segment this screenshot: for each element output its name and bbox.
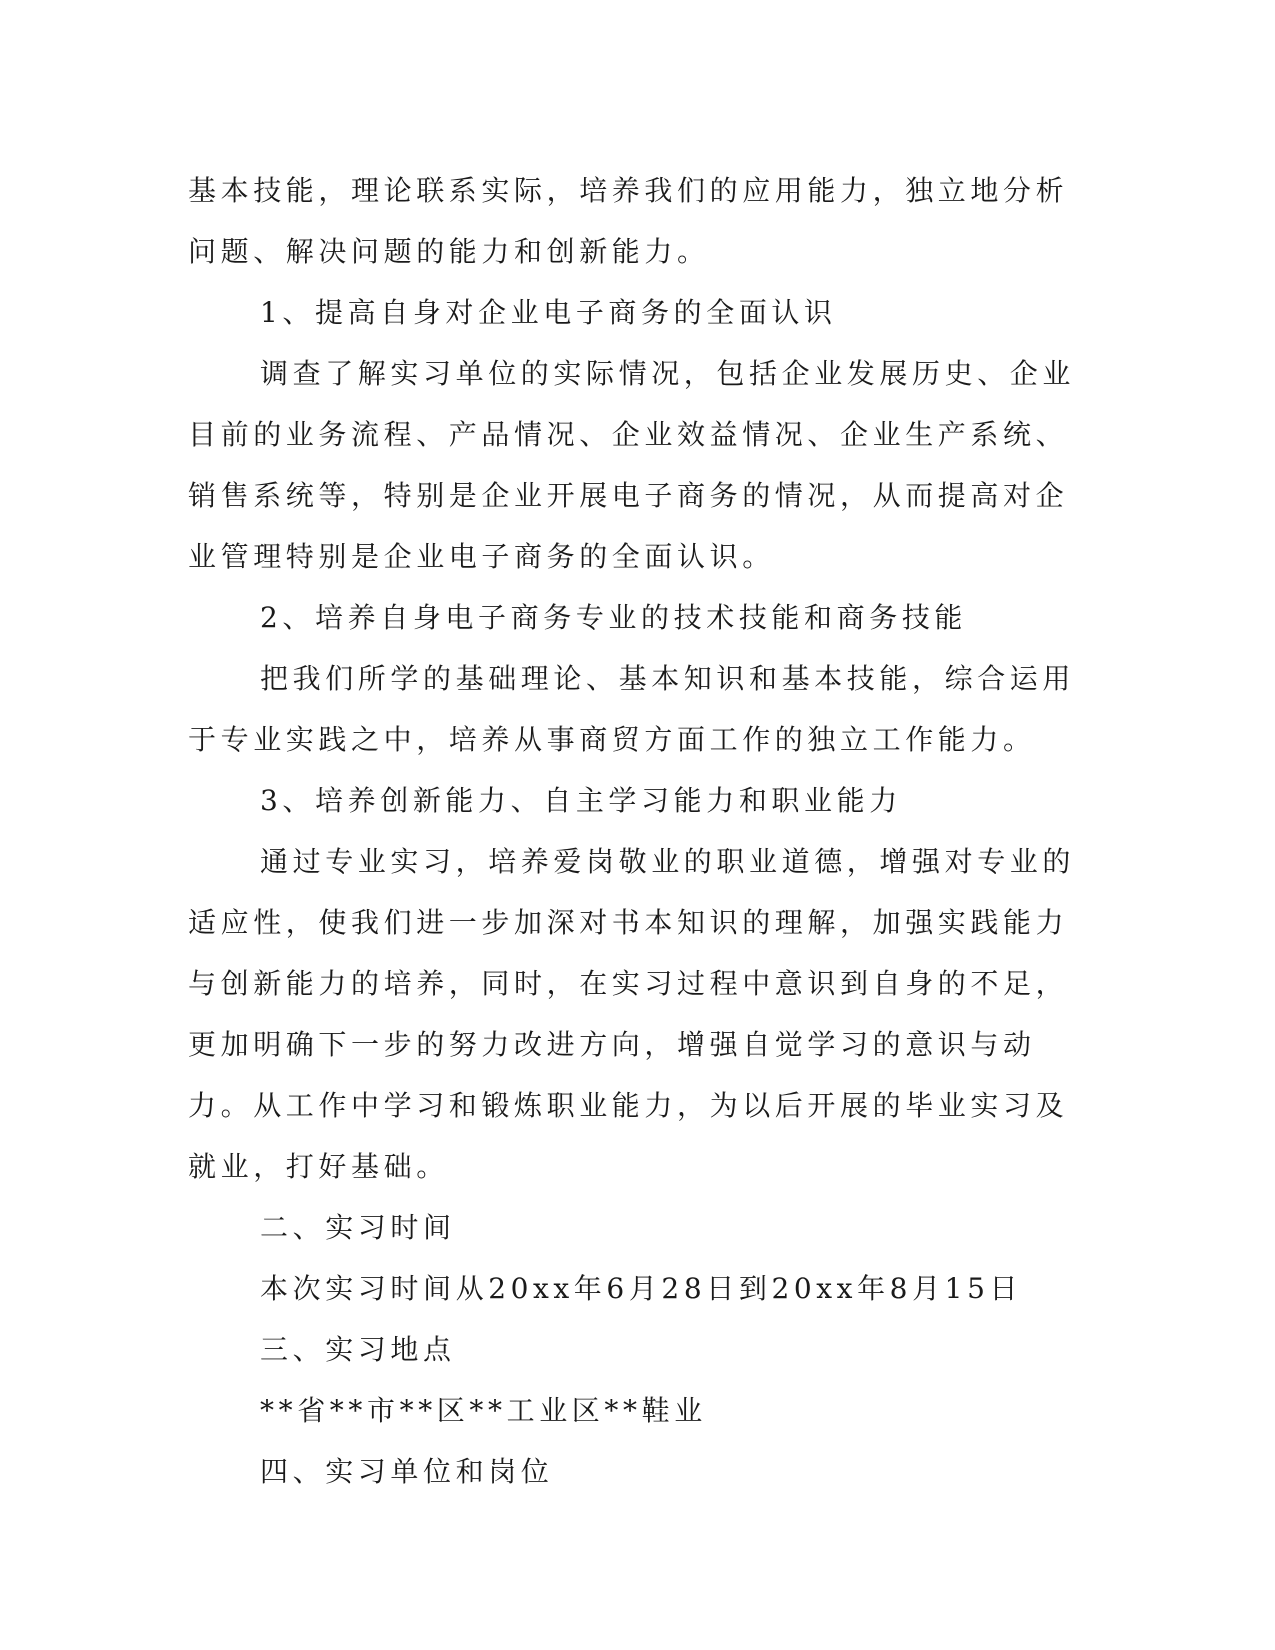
body-paragraph: 本次实习时间从20xx年6月28日到20xx年8月15日: [260, 1272, 1023, 1305]
section-heading-1: 1、提高自身对企业电子商务的全面认识: [260, 296, 837, 329]
section-heading-2: 2、培养自身电子商务专业的技术技能和商务技能: [260, 601, 968, 634]
body-paragraph: 调查了解实习单位的实际情况，包括企业发展历史、企业目前的业务流程、产品情况、企业效益情况、企业生产系统、销售系统等，特别是企业开展电子商务的情况，从而提高对企业管理特别是企业电子商务的全面认识。: [188, 357, 1076, 573]
document-body: [188, 160, 1088, 1502]
body-paragraph: **省**市**区**工业区**鞋业: [260, 1394, 707, 1427]
body-paragraph: 通过专业实习，培养爱岗敬业的职业道德，增强对专业的适应性，使我们进一步加深对书本知识的理解，加强实践能力与创新能力的培养，同时，在实习过程中意识到自身的不足，更加明确下一步的努力改进方向，增强自觉学习的意识与动力。从工作中学习和锻炼职业能力，为以后开展的毕业实习及就业，打好基础。: [188, 845, 1076, 1183]
section-heading-internship-time: 二、实习时间: [260, 1211, 456, 1244]
continued-paragraph: 基本技能，理论联系实际，培养我们的应用能力，独立地分析问题、解决问题的能力和创新能力。: [188, 174, 1069, 268]
body-paragraph: 把我们所学的基础理论、基本知识和基本技能，综合运用于专业实践之中，培养从事商贸方面工作的独立工作能力。: [188, 662, 1076, 756]
section-heading-3: 3、培养创新能力、自主学习能力和职业能力: [260, 784, 902, 817]
section-heading-internship-location: 三、实习地点: [260, 1333, 456, 1366]
section-heading-internship-unit: 四、实习单位和岗位: [260, 1455, 554, 1488]
